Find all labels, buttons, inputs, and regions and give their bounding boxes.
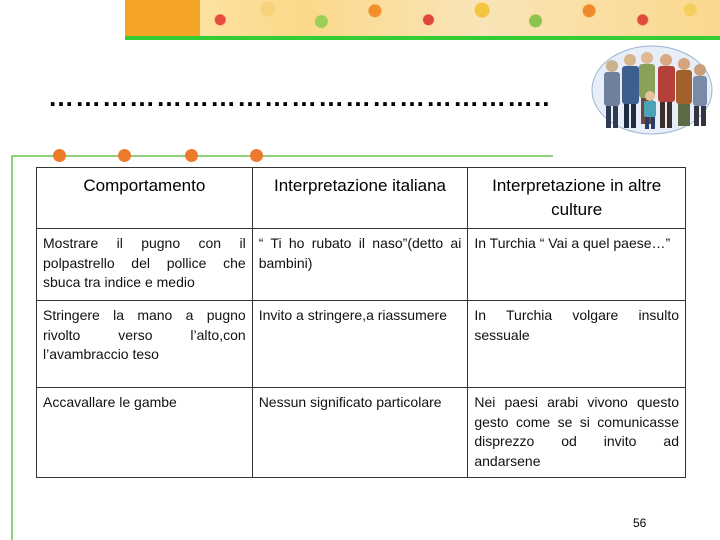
table-cell: In Turchia volgare insulto sessuale [468, 301, 686, 388]
table-row [37, 301, 686, 388]
table-row [37, 388, 686, 478]
table-cell: Accavallare le gambe [37, 388, 253, 478]
frame-left-line [11, 155, 13, 540]
frame-top-line [11, 155, 553, 157]
header-comportamento: Comportamento [37, 168, 253, 229]
gestures-table [36, 167, 686, 478]
table-cell: Nessun significato particolare [252, 388, 468, 478]
table-cell: Stringere la mano a pugno rivolto verso l’alto,con l’avambraccio teso [37, 301, 253, 388]
header-interpretazione-italiana: Interpretazione italiana [252, 168, 468, 229]
table-header-row [37, 168, 686, 229]
table-cell: Nei paesi arabi vivono questo gesto come se si comunicasse disprezzo od invito ad andarsene [468, 388, 686, 478]
page-number: 56 [633, 516, 647, 530]
table-cell: In Turchia “ Vai a quel paese…” [468, 229, 686, 301]
table-row [37, 229, 686, 301]
header-banner [125, 0, 720, 40]
bullet-dot [250, 149, 263, 162]
slide-title: ……………………………………………….. [48, 82, 551, 112]
banner-accent [125, 0, 200, 36]
table-cell: “ Ti ho rubato il naso”(detto ai bambini) [252, 229, 468, 301]
header-interpretazione-altre-culture: Interpretazione in altre culture [468, 168, 686, 229]
people-group-clipart-icon [590, 44, 718, 136]
bullet-dot [185, 149, 198, 162]
table-cell: Mostrare il pugno con il polpastrello del pollice che sbuca tra indice e medio [37, 229, 253, 301]
bullet-dot [118, 149, 131, 162]
table-cell: Invito a stringere,a riassumere [252, 301, 468, 388]
bullet-dot [53, 149, 66, 162]
